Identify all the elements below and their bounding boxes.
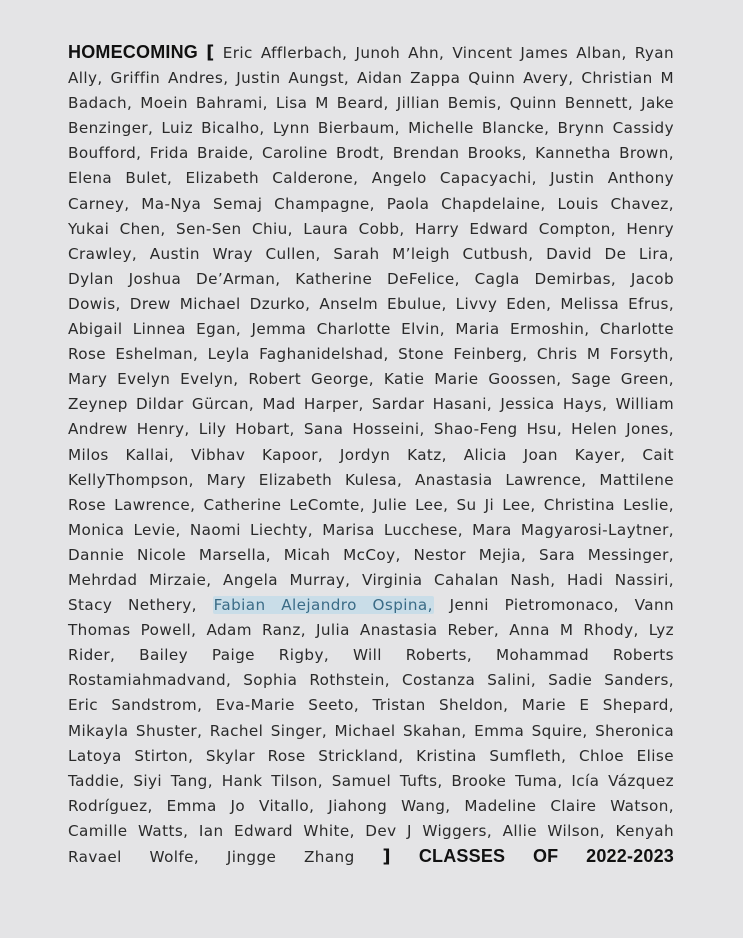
bracket-open: [ (206, 42, 215, 63)
name-entry: Kenyah Ravael Wolfe, (68, 821, 674, 866)
name-entry: Nestor Mejia, (413, 545, 527, 564)
name-entry: Robert George, (248, 370, 375, 389)
name-entry: Micah McCoy, (283, 545, 401, 564)
name-entry: Catherine LeComte, (203, 495, 365, 514)
name-entry: Sara Messinger, (538, 545, 674, 564)
name-entry: Griffin Andres, (110, 69, 229, 88)
name-entry: Zeynep Dildar Gürcan, (68, 395, 255, 414)
name-entry: Jessica Hays, (500, 395, 608, 414)
name-entry: Angela Murray, (223, 570, 351, 589)
name-entry: Moein Bahrami, (140, 94, 268, 113)
name-entry: Lily Hobart, (198, 420, 295, 439)
name-entry: Mehrdad Mirzaie, (68, 570, 212, 589)
heading-classes: CLASSES OF 2022-2023 (418, 846, 675, 866)
name-entry: Brendan Brooks, (392, 144, 527, 163)
name-entry: Shao-Feng Hsu, (433, 420, 563, 439)
name-entry: Aidan Zappa Quinn Avery, (357, 69, 574, 88)
name-entry: Louis Chavez, (557, 194, 674, 213)
name-entry: Vincent James Alban, (452, 44, 627, 62)
name-entry: Hadi Nassiri, (567, 570, 674, 589)
name-entry: Maria Ermoshin, (455, 320, 590, 339)
name-entry: Jiahong Wang, (328, 796, 451, 815)
names-paragraph (68, 40, 674, 870)
name-entry: Skylar Rose Strickland, (205, 746, 404, 765)
name-entry: Will Roberts, (352, 646, 473, 665)
name-entry: Justin Aungst, (236, 69, 350, 88)
name-entry: Yukai Chen, (68, 219, 166, 238)
name-entry: Bailey Paige Rigby, (139, 646, 330, 665)
name-entry: Naomi Liechty, (189, 520, 314, 539)
name-entry: Sana Hosseini, (303, 420, 425, 439)
name-entry: Julia Anastasia Reber, (316, 621, 500, 640)
name-entry: Sophia Rothstein, (243, 671, 390, 690)
name-entry: Marisa Lucchese, (322, 520, 464, 539)
name-entry: Virginia Cahalan Nash, (361, 570, 556, 589)
name-entry: Ian Edward White, (198, 821, 355, 840)
name-entry: Samuel Tufts, (331, 771, 443, 790)
name-entry: Elizabeth Calderone, (185, 169, 359, 188)
name-entry: Jacob Dowis, (68, 269, 674, 313)
name-entry: Marie E Shepard, (521, 696, 674, 715)
name-entry: Milos Kallai, (68, 445, 175, 464)
heading-homecoming: HOMECOMING (68, 42, 198, 62)
name-entry: Charlotte Rose Eshelman, (68, 320, 674, 364)
name-entry: Mohammad Roberts Rostamiahmadvand, (68, 646, 674, 690)
names-list (68, 44, 674, 866)
name-entry: Jordyn Katz, (339, 445, 447, 464)
name-entry: Sardar Hasani, (371, 395, 493, 414)
name-entry: Emma Jo Vitallo, (166, 796, 315, 815)
name-entry: Austin Wray Cullen, (149, 244, 321, 263)
name-entry: Jillian Bemis, (396, 94, 502, 113)
name-entry: Allie Wilson, (502, 821, 606, 840)
name-entry: Anselm Ebulue, (319, 294, 447, 313)
name-entry: Helen Jones, (571, 420, 675, 439)
name-entry: Rachel Singer, (209, 721, 328, 740)
bracket-close: ] (382, 846, 392, 867)
name-entry: Su Ji Lee, (456, 495, 536, 514)
name-entry: Hank Tilson, (221, 771, 323, 790)
name-entry: Abigail Linnea Egan, (68, 320, 242, 339)
name-entry: Michael Skahan, (334, 721, 467, 740)
name-entry: David De Lira, (546, 244, 674, 263)
name-entry: Stone Feinberg, (398, 345, 528, 364)
name-entry: Madeline Claire Watson, (464, 796, 674, 815)
name-entry: Angelo Capacyachi, (371, 169, 537, 188)
name-entry: Emma Squire, (474, 721, 588, 740)
name-entry: Jemma Charlotte Elvin, (251, 320, 446, 339)
name-entry: Jenni Pietromonaco, (449, 596, 619, 615)
name-entry: Justin Anthony Carney, (68, 169, 674, 213)
name-entry: Jingge Zhang (226, 848, 355, 866)
name-entry: Caroline Brodt, (262, 144, 385, 163)
name-entry: Mary Elizabeth Kulesa, (206, 470, 403, 489)
name-entry: Junoh Ahn, (355, 44, 445, 62)
name-entry: Sarah M’leigh Cutbush, (333, 244, 534, 263)
name-entry: Vann Thomas Powell, (68, 596, 674, 640)
name-entry: Christina Leslie, (543, 495, 674, 514)
name-entry: Luiz Bicalho, (161, 119, 265, 138)
name-entry: Icía Vázquez Rodríguez, (68, 771, 674, 815)
name-entry: Dev J Wiggers, (365, 821, 493, 840)
name-entry: Jake Benzinger, (68, 94, 675, 138)
highlighted-name[interactable]: Fabian Alejandro Ospina, (213, 596, 433, 615)
name-entry: Leyla Faghanidelshad, (207, 345, 389, 364)
name-entry: Katie Marie Goossen, (383, 370, 562, 389)
name-entry: Anastasia Lawrence, (415, 470, 587, 489)
name-entry: Drew Michael Dzurko, (129, 294, 311, 313)
name-entry: Anna M Rhody, (509, 621, 639, 640)
name-entry: Monica Levie, (68, 520, 181, 539)
name-entry: Cagla Demirbas, (474, 269, 617, 288)
name-entry: Stacy Nethery, (68, 596, 197, 615)
name-entry: Adam Ranz, (206, 621, 306, 640)
name-entry: Tristan Sheldon, (372, 696, 509, 715)
name-entry: Frida Braide, (149, 144, 254, 163)
name-entry: Mikayla Shuster, (68, 721, 203, 740)
name-entry: Livvy Eden, (455, 294, 552, 313)
name-entry: Michelle Blancke, (408, 119, 550, 138)
name-entry[interactable] (213, 596, 434, 614)
name-entry: Camille Watts, (68, 821, 189, 840)
name-entry: Sheronica Latoya Stirton, (68, 721, 675, 765)
name-entry: Kristina Sumfleth, (416, 746, 567, 765)
name-entry: Elena Bulet, (68, 169, 173, 188)
name-entry: Brooke Tuma, (451, 771, 563, 790)
name-entry: William Andrew Henry, (68, 395, 675, 439)
name-entry: Lynn Bierbaum, (272, 119, 400, 138)
name-entry: Mara Magyarosi-Laytner, (472, 520, 674, 539)
name-entry: Costanza Salini, (402, 671, 537, 690)
name-entry: Ma-Nya Semaj Champagne, (141, 194, 375, 213)
name-entry: Julie Lee, (373, 495, 449, 514)
name-entry: Cait KellyThompson, (68, 445, 675, 489)
name-entry: Eric Afflerbach, (222, 44, 348, 62)
name-entry: Lisa M Beard, (275, 94, 389, 113)
name-entry: Paola Chapdelaine, (386, 194, 546, 213)
name-entry: Christian M Badach, (68, 69, 675, 113)
name-entry: Siyi Tang, (133, 771, 213, 790)
name-entry: Harry Edward Compton, (415, 219, 616, 238)
name-entry: Sage Green, (571, 370, 675, 389)
name-entry: Kannetha Brown, (535, 144, 675, 163)
name-entry: Vibhav Kapoor, (190, 445, 324, 464)
name-entry: Chris M Forsyth, (536, 345, 674, 364)
name-entry: Chloe Elise Taddie, (68, 746, 674, 790)
name-entry: Katherine DeFelice, (295, 269, 460, 288)
name-entry: Alicia Joan Kayer, (463, 445, 626, 464)
name-entry: Dylan Joshua De’Arman, (68, 269, 281, 288)
name-entry: Sadie Sanders, (548, 671, 674, 690)
name-entry: Mary Evelyn Evelyn, (68, 370, 239, 389)
name-entry: Lyz Rider, (68, 621, 675, 665)
name-entry: Mattilene Rose Lawrence, (68, 470, 674, 514)
name-entry: Mad Harper, (262, 395, 364, 414)
name-entry: Dannie Nicole Marsella, (68, 545, 272, 564)
name-entry: Eva-Marie Seeto, (215, 696, 360, 715)
name-entry: Henry Crawley, (68, 219, 675, 263)
name-entry: Brynn Cassidy Boufford, (68, 119, 674, 163)
name-entry: Ryan Ally, (68, 44, 675, 88)
name-entry: Quinn Bennett, (509, 94, 634, 113)
name-entry: Laura Cobb, (303, 219, 405, 238)
name-entry: Eric Sandstrom, (68, 696, 203, 715)
name-entry: Sen-Sen Chiu, (176, 219, 293, 238)
name-entry: Melissa Efrus, (560, 294, 675, 313)
